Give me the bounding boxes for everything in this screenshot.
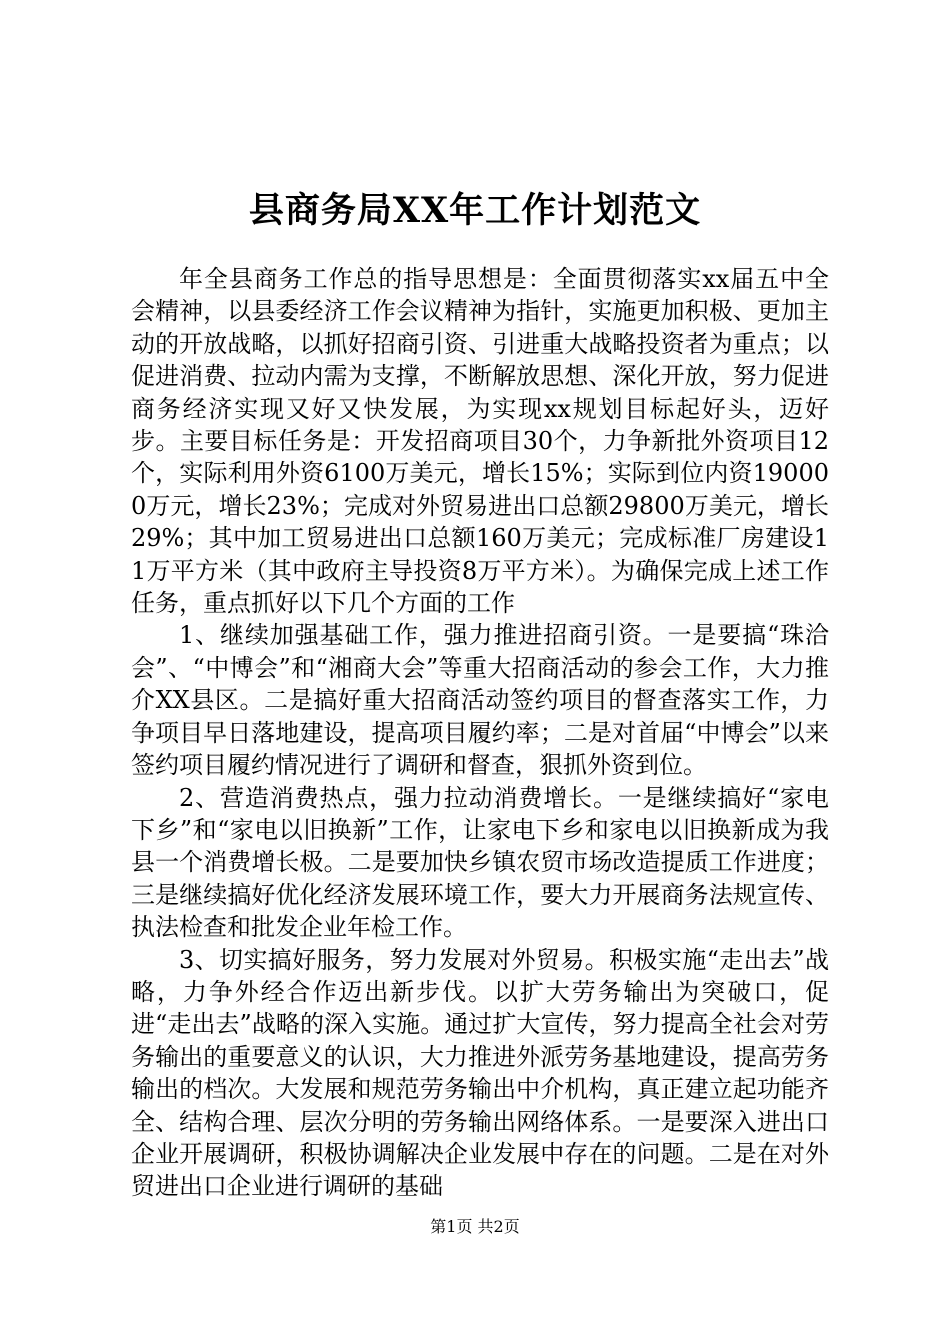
paragraph-item-2: 2、营造消费热点，强力拉动消费增长。一是继续搞好“家电下乡”和“家电以旧换新”工作，让家电下乡和家电以旧换新成为我县一个消费增长极。二是要加快乡镇农贸市场改造提质工作进度；三是继续搞好优化经济发展环境工作，要大力开展商务法规宣传、执法检查和批发企业年检工作。 [131,783,829,942]
paragraph-item-3: 3、切实搞好服务，努力发展对外贸易。积极实施“走出去”战略，力争外经合作迈出新步伐。以扩大劳务输出为突破口，促进“走出去”战略的深入实施。通过扩大宣传，努力提高全社会对劳务输出的重要意义的认识，大力推进外派劳务基地建设，提高劳务输出的档次。大发展和规范劳务输出中介机构，真正建立起功能齐全、结构合理、层次分明的劳务输出网络体系。一是要深入进出口企业开展调研，积极协调解决企业发展中存在的问题。二是在对外贸进出口企业进行调研的基础 [131,945,829,1201]
document-body [131,263,829,1203]
paragraph-item-1: 1、继续加强基础工作，强力推进招商引资。一是要搞“珠洽会”、“中博会”和“湘商大会”等重大招商活动的参会工作，大力推介XX县区。二是搞好重大招商活动签约项目的督查落实工作，力争项目早日落地建设，提高项目履约率；二是对首届“中博会”以来签约项目履约情况进行了调研和督查，狠抓外资到位。 [131,621,829,780]
page-footer: 第1页 共2页 [430,1217,520,1236]
paragraph-intro: 年全县商务工作总的指导思想是：全面贯彻落实xx届五中全会精神，以县委经济工作会议精神为指针，实施更加积极、更加主动的开放战略，以抓好招商引资、引进重大战略投资者为重点；以促进消费、拉动内需为支撑，不断解放思想、深化开放，努力促进商务经济实现又好又快发展，为实现xx规划目标起好头，迈好步。主要目标任务是：开发招商项目30个，力争新批外资项目12个，实际利用外资6100万美元，增长15%；实际到位内资190000万元，增长23%；完成对外贸易进出口总额29800万美元，增长29%；其中加工贸易进出口总额160万美元；完成标准厂房建设11万平方米（其中政府主导投资8万平方米）。为确保完成上述工作任务，重点抓好以下几个方面的工作 [131,265,829,618]
document-title: 县商务局XX年工作计划范文 [248,190,702,231]
